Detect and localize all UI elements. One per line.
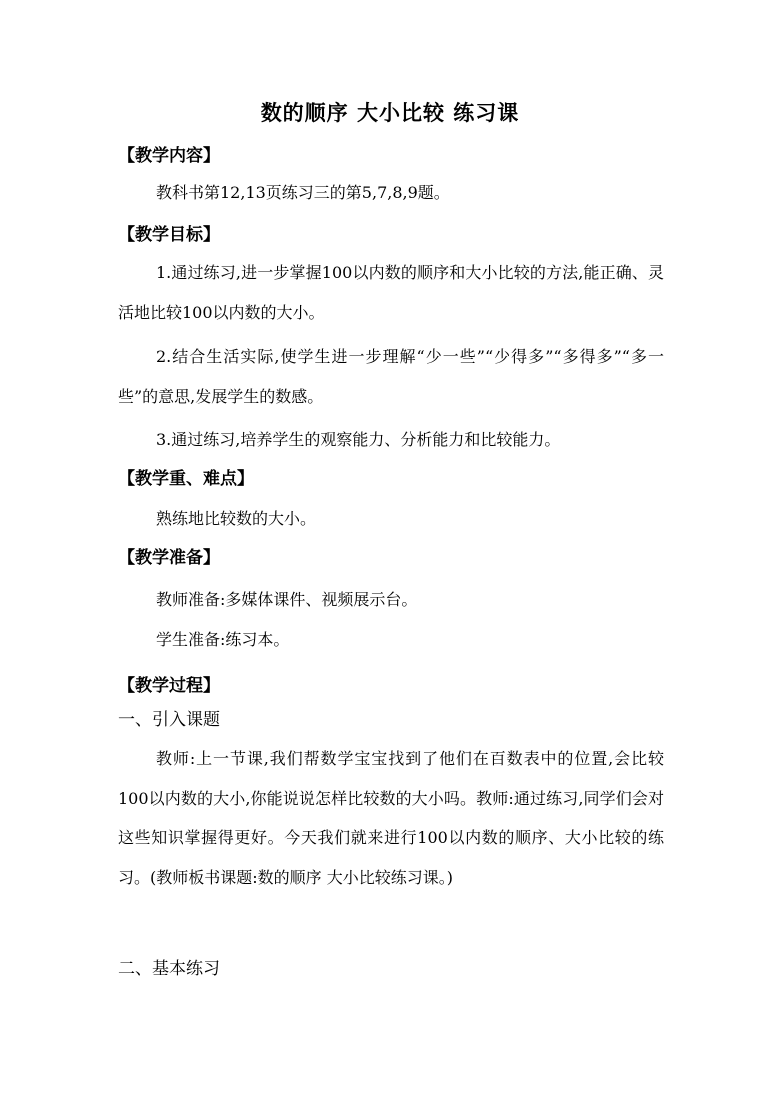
section-basic-practice-heading: 二、基本练习 — [118, 959, 220, 979]
key-points-text: 熟练地比较数的大小。 — [156, 509, 317, 528]
heading-teaching-content: 【教学内容】 — [118, 146, 220, 166]
heading-teaching-goals: 【教学目标】 — [118, 225, 220, 245]
teaching-content-text: 教科书第12,13页练习三的第5,7,8,9题。 — [156, 183, 450, 202]
section-intro-heading: 一、引入课题 — [118, 710, 220, 730]
goal-item-1: 1.通过练习,进一步掌握100以内数的顺序和大小比较的方法,能正确、灵活地比较100以内数的大小。 — [118, 263, 664, 322]
goal-item-2: 2.结合生活实际,使学生进一步理解“少一些”“少得多”“多得多”“多一些”的意思,发展学生的数感。 — [118, 347, 664, 406]
goal-item-3: 3.通过练习,培养学生的观察能力、分析能力和比较能力。 — [156, 430, 561, 449]
heading-preparation: 【教学准备】 — [118, 548, 220, 568]
heading-teaching-process: 【教学过程】 — [118, 676, 220, 696]
document-title: 数的顺序 大小比较 练习课 — [260, 101, 520, 125]
teacher-preparation: 教师准备:多媒体课件、视频展示台。 — [156, 590, 418, 609]
heading-key-points: 【教学重、难点】 — [118, 469, 254, 489]
intro-paragraph: 教师:上一节课,我们帮数学宝宝找到了他们在百数表中的位置,会比较100以内数的大小,你能说说怎样比较数的大小吗。教师:通过练习,同学们会对这些知识掌握得更好。今天我们就来进行100以内数的顺序、大小比较的练习。(教师板书课题:数的顺序 大小比较练习课。) — [118, 749, 664, 887]
student-preparation: 学生准备:练习本。 — [156, 630, 290, 649]
